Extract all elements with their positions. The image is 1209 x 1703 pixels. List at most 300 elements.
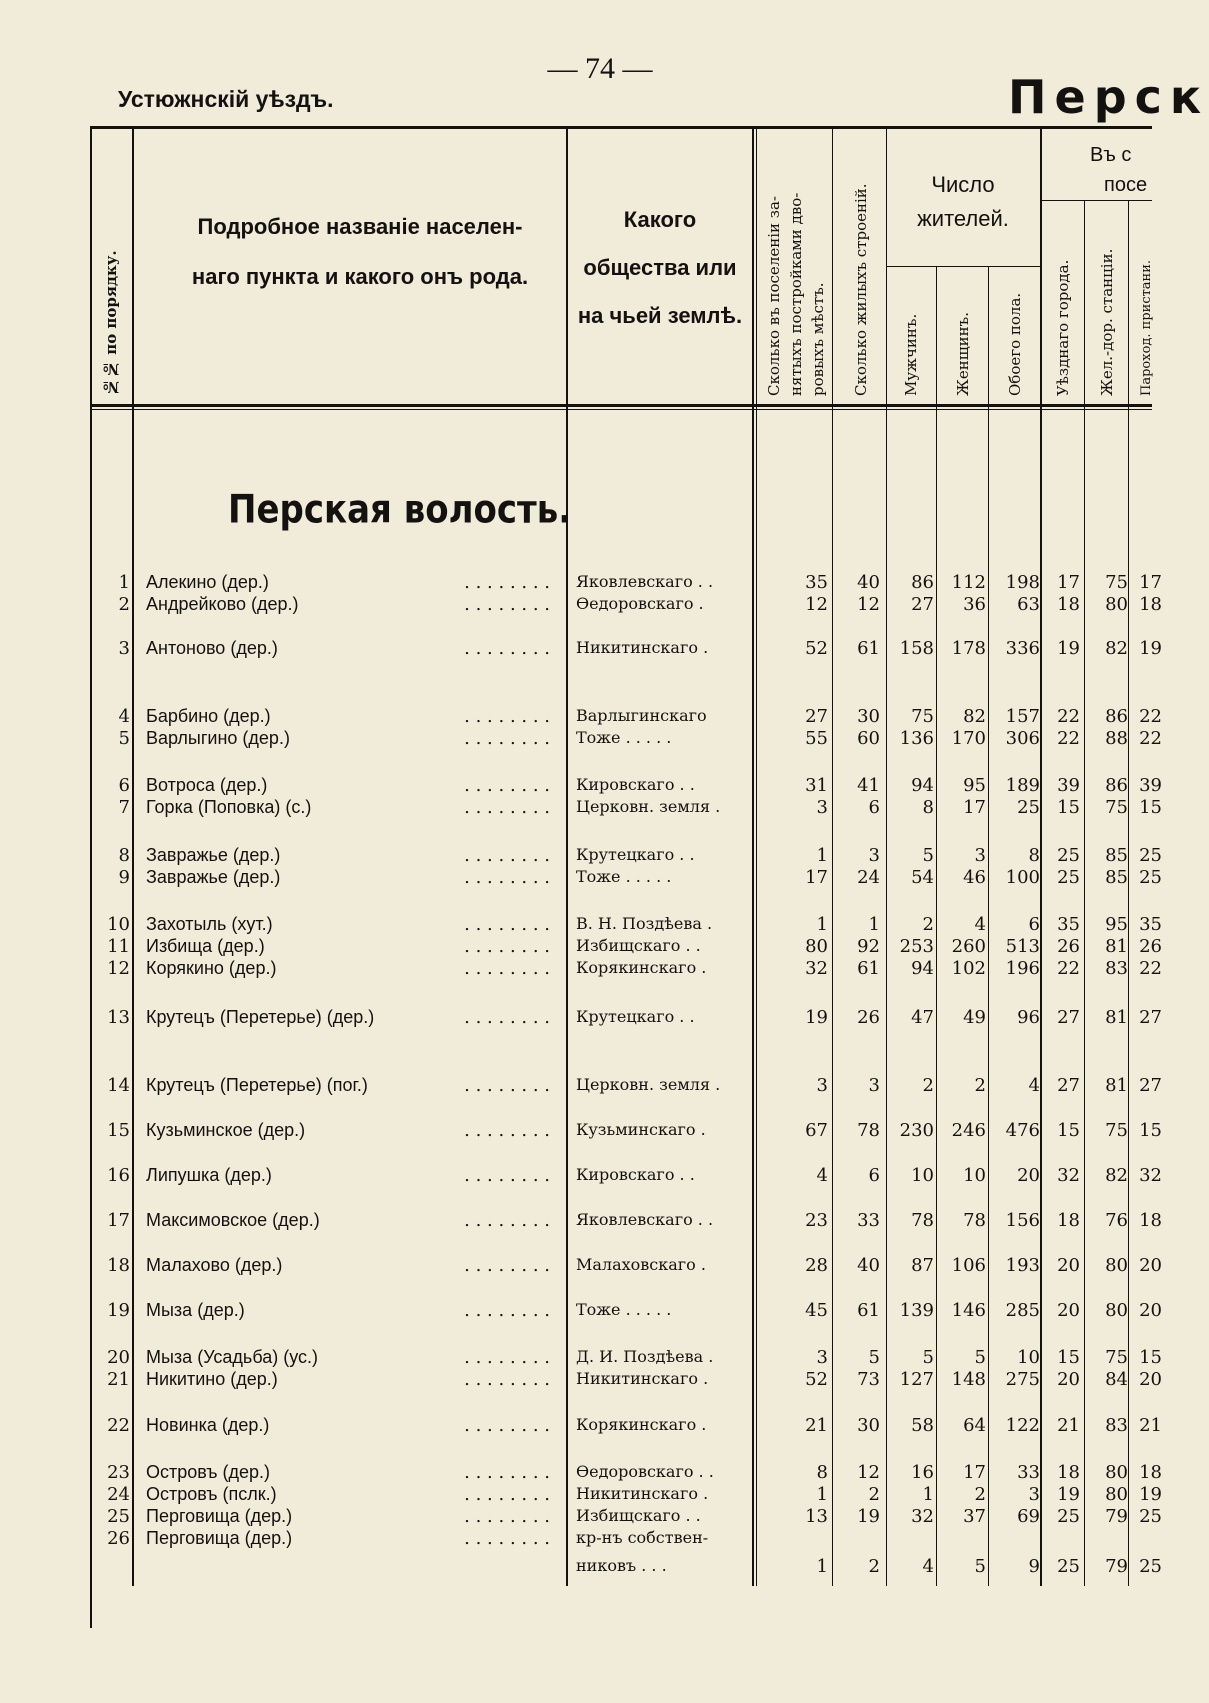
settlement-name: Перговища (дер.) — [146, 1506, 293, 1526]
value-cell: 178 — [951, 638, 986, 659]
table-row — [0, 1300, 1162, 1324]
value-cell: 10 — [1017, 1347, 1040, 1368]
header-no: №№ по порядку. — [102, 250, 120, 396]
value-cell: 61 — [857, 1300, 880, 1321]
owner-society: Никитинскаго . — [576, 1369, 709, 1388]
leader-dots: . . . . . . . . — [464, 572, 550, 593]
value-cell: 2 — [868, 1556, 880, 1577]
value-cell: 17 — [1139, 572, 1162, 593]
row-number: 18 — [107, 1255, 130, 1276]
leader-dots: . . . . . . . . — [464, 1165, 550, 1186]
value-cell: 2 — [974, 1484, 986, 1505]
value-cell: 30 — [857, 706, 880, 727]
value-cell: 1 — [816, 1484, 828, 1505]
leader-dots: . . . . . . . . — [464, 797, 550, 818]
table-row — [0, 1165, 1162, 1189]
row-number: 3 — [118, 638, 130, 659]
settlement-name: Избища (дер.) — [146, 936, 265, 956]
value-cell: 52 — [805, 1369, 828, 1390]
value-cell: 27 — [805, 706, 828, 727]
header-population-line-2: жителей. — [917, 206, 1009, 231]
leader-dots: . . . . . . . . — [464, 1075, 550, 1096]
header-owner — [570, 196, 750, 340]
value-cell: 25 — [1139, 867, 1162, 888]
table-row — [0, 1075, 1162, 1099]
settlement-name: Кузьминское (дер.) — [146, 1120, 306, 1140]
value-cell: 85 — [1105, 867, 1128, 888]
value-cell: 80 — [1105, 1462, 1128, 1483]
value-cell: 4 — [816, 1165, 828, 1186]
value-cell: 6 — [868, 1165, 880, 1186]
value-cell: 80 — [1105, 1255, 1128, 1276]
value-cell: 19 — [1139, 638, 1162, 659]
row-number: 13 — [107, 1007, 130, 1028]
value-cell: 35 — [1057, 914, 1080, 935]
value-cell: 20 — [1057, 1300, 1080, 1321]
value-cell: 94 — [911, 775, 934, 796]
value-cell: 9 — [1028, 1556, 1040, 1577]
row-number: 12 — [107, 958, 130, 979]
value-cell: 83 — [1105, 958, 1128, 979]
settlement-name: Вотроса (дер.) — [146, 775, 268, 795]
header-owner-line-2: общества или — [583, 255, 737, 280]
header-households-line-1: Сколько въ поселеніи за- — [765, 196, 783, 396]
value-cell: 20 — [1139, 1255, 1162, 1276]
table-row — [0, 1007, 1162, 1031]
value-cell: 476 — [1005, 1120, 1040, 1141]
value-cell: 18 — [1139, 1462, 1162, 1483]
header-name-line-1: Подробное названіе населен- — [197, 214, 523, 239]
value-cell: 36 — [963, 594, 986, 615]
owner-society: Д. И. Поздѣева . — [576, 1347, 714, 1366]
table-row — [0, 1528, 1150, 1552]
dist-sub-rule — [1040, 200, 1152, 201]
value-cell: 45 — [805, 1300, 828, 1321]
value-cell: 32 — [911, 1506, 934, 1527]
value-cell: 21 — [805, 1415, 828, 1436]
leader-dots: . . . . . . . . — [464, 1007, 550, 1028]
value-cell: 1 — [816, 1556, 828, 1577]
owner-society: Кировскаго . . — [576, 1165, 695, 1184]
row-number: 17 — [107, 1210, 130, 1231]
value-cell: 25 — [1057, 867, 1080, 888]
value-cell: 3 — [816, 1347, 828, 1368]
value-cell: 8 — [922, 797, 934, 818]
value-cell: 3 — [868, 1075, 880, 1096]
value-cell: 24 — [857, 867, 880, 888]
value-cell: 80 — [805, 936, 828, 957]
value-cell: 80 — [1105, 1484, 1128, 1505]
value-cell: 6 — [868, 797, 880, 818]
value-cell: 81 — [1105, 1007, 1128, 1028]
value-cell: 8 — [816, 1462, 828, 1483]
value-cell: 95 — [963, 775, 986, 796]
value-cell: 15 — [1057, 1347, 1080, 1368]
value-cell: 25 — [1057, 1506, 1080, 1527]
value-cell: 28 — [805, 1255, 828, 1276]
value-cell: 40 — [857, 572, 880, 593]
value-cell: 285 — [1005, 1300, 1040, 1321]
value-cell: 16 — [911, 1462, 934, 1483]
table-row — [0, 1347, 1162, 1371]
table-row — [0, 1415, 1162, 1439]
owner-society: Тоже . . . . . — [576, 1300, 672, 1319]
value-cell: 32 — [805, 958, 828, 979]
value-cell: 20 — [1017, 1165, 1040, 1186]
value-cell: 67 — [805, 1120, 828, 1141]
value-cell: 15 — [1139, 1120, 1162, 1141]
header-both: Обоего пола. — [1006, 292, 1024, 396]
value-cell: 78 — [911, 1210, 934, 1231]
value-cell: 82 — [963, 706, 986, 727]
owner-society: Церковн. земля . — [576, 1075, 721, 1094]
value-cell: 260 — [951, 936, 986, 957]
row-number: 20 — [107, 1347, 130, 1368]
value-cell: 75 — [1105, 572, 1128, 593]
value-cell: 157 — [1005, 706, 1040, 727]
value-cell: 4 — [974, 914, 986, 935]
row-number: 4 — [118, 706, 130, 727]
value-cell: 60 — [857, 728, 880, 749]
header-population — [886, 168, 1040, 236]
value-cell: 83 — [1105, 1415, 1128, 1436]
value-cell: 3 — [868, 845, 880, 866]
owner-society: Ѳедоровскаго . . — [576, 1462, 714, 1481]
row-number: 2 — [118, 594, 130, 615]
row-number: 19 — [107, 1300, 130, 1321]
settlement-name: Новинка (дер.) — [146, 1415, 270, 1435]
value-cell: 19 — [805, 1007, 828, 1028]
value-cell: 75 — [911, 706, 934, 727]
owner-society: Кировскаго . . — [576, 775, 695, 794]
table-row — [0, 1255, 1162, 1279]
leader-dots: . . . . . . . . — [464, 728, 550, 749]
settlement-name: Крутецъ (Перетерье) (пог.) — [146, 1075, 368, 1095]
owner-society: В. Н. Поздѣева . — [576, 914, 713, 933]
value-cell: 86 — [1105, 775, 1128, 796]
table-row — [0, 797, 1162, 821]
value-cell: 127 — [899, 1369, 934, 1390]
value-cell: 41 — [857, 775, 880, 796]
value-cell: 73 — [857, 1369, 880, 1390]
table-row — [0, 845, 1162, 869]
table-row — [0, 958, 1162, 982]
owner-society: Яковлевскаго . . — [576, 1210, 714, 1229]
value-cell: 94 — [911, 958, 934, 979]
settlement-name: Малахово (дер.) — [146, 1255, 283, 1275]
value-cell: 336 — [1005, 638, 1040, 659]
owner-society: Кузьминскаго . — [576, 1120, 706, 1139]
settlement-name: Завражье (дер.) — [146, 867, 281, 887]
value-cell: 18 — [1057, 1210, 1080, 1231]
owner-society: Избищскаго . . — [576, 1506, 701, 1525]
value-cell: 17 — [963, 1462, 986, 1483]
leader-dots: . . . . . . . . — [464, 1210, 550, 1231]
value-cell: 18 — [1139, 1210, 1162, 1231]
header-owner-line-3: на чьей землѣ. — [577, 303, 743, 328]
table-row — [0, 1506, 1162, 1530]
owner-society: Яковлевскаго . . — [576, 572, 714, 591]
header-distance-line-1: Въ с — [1090, 144, 1132, 166]
value-cell: 52 — [805, 638, 828, 659]
settlement-name: Липушка (дер.) — [146, 1165, 272, 1185]
value-cell: 22 — [1139, 728, 1162, 749]
value-cell: 37 — [963, 1506, 986, 1527]
settlement-name: Островъ (дер.) — [146, 1462, 270, 1482]
owner-society: Корякинскаго . — [576, 1415, 707, 1434]
settlement-name: Захотыль (хут.) — [146, 914, 273, 934]
value-cell: 35 — [805, 572, 828, 593]
value-cell: 25 — [1057, 1556, 1080, 1577]
settlement-name: Островъ (пслк.) — [146, 1484, 277, 1504]
value-cell: 39 — [1139, 775, 1162, 796]
value-cell: 1 — [922, 1484, 934, 1505]
owner-society: Тоже . . . . . — [576, 867, 672, 886]
value-cell: 63 — [1017, 594, 1040, 615]
header-male: Мужчинъ. — [902, 313, 920, 396]
value-cell: 69 — [1017, 1506, 1040, 1527]
value-cell: 5 — [922, 845, 934, 866]
value-cell: 86 — [1105, 706, 1128, 727]
value-cell: 15 — [1057, 797, 1080, 818]
table-row — [0, 728, 1162, 752]
value-cell: 22 — [1057, 958, 1080, 979]
value-cell: 102 — [951, 958, 986, 979]
value-cell: 82 — [1105, 1165, 1128, 1186]
owner-society: кр-нъ собствен- — [576, 1528, 709, 1547]
owner-society: Избищскаго . . — [576, 936, 701, 955]
leader-dots: . . . . . . . . — [464, 1415, 550, 1436]
value-cell: 88 — [1105, 728, 1128, 749]
value-cell: 275 — [1005, 1369, 1040, 1390]
value-cell: 78 — [857, 1120, 880, 1141]
value-cell: 76 — [1105, 1210, 1128, 1231]
settlement-name: Крутецъ (Перетерье) (дер.) — [146, 1007, 375, 1027]
value-cell: 148 — [951, 1369, 986, 1390]
value-cell: 21 — [1057, 1415, 1080, 1436]
value-cell: 2 — [922, 914, 934, 935]
value-cell: 12 — [857, 1462, 880, 1483]
value-cell: 27 — [1057, 1007, 1080, 1028]
header-households-line-3: ровыхъ мѣстъ. — [809, 282, 827, 396]
leader-dots: . . . . . . . . — [464, 958, 550, 979]
leader-dots: . . . . . . . . — [464, 845, 550, 866]
owner-society: Малаховскаго . — [576, 1255, 706, 1274]
pop-sub-rule — [886, 266, 1040, 267]
leader-dots: . . . . . . . . — [464, 1300, 550, 1321]
table-row — [0, 1484, 1162, 1508]
value-cell: 12 — [857, 594, 880, 615]
settlement-name: Никитино (дер.) — [146, 1369, 278, 1389]
leader-dots: . . . . . . . . — [464, 1462, 550, 1483]
leader-dots: . . . . . . . . — [464, 638, 550, 659]
leader-dots: . . . . . . . . — [464, 706, 550, 727]
owner-society: Никитинскаго . — [576, 1484, 709, 1503]
settlement-name: Антоново (дер.) — [146, 638, 278, 658]
table-row — [0, 775, 1162, 799]
row-number: 15 — [107, 1120, 130, 1141]
value-cell: 25 — [1017, 797, 1040, 818]
value-cell: 95 — [1105, 914, 1128, 935]
value-cell: 3 — [816, 797, 828, 818]
header-female: Женщинъ. — [954, 312, 972, 396]
value-cell: 19 — [1139, 1484, 1162, 1505]
value-cell: 15 — [1057, 1120, 1080, 1141]
section-title: Перская волость. — [228, 487, 572, 533]
row-number: 1 — [118, 572, 130, 593]
header-town: Уѣзднаго города. — [1054, 259, 1072, 396]
table-row — [0, 1369, 1162, 1393]
value-cell: 13 — [805, 1506, 828, 1527]
header-name — [160, 202, 560, 302]
settlement-name: Корякино (дер.) — [146, 958, 277, 978]
value-cell: 17 — [1057, 572, 1080, 593]
value-cell: 32 — [1139, 1165, 1162, 1186]
value-cell: 100 — [1005, 867, 1040, 888]
value-cell: 189 — [1005, 775, 1040, 796]
value-cell: 136 — [899, 728, 934, 749]
value-cell: 3 — [1028, 1484, 1040, 1505]
table-row — [0, 572, 1162, 596]
header-owner-line-1: Какого — [623, 207, 697, 232]
leader-dots: . . . . . . . . — [464, 1120, 550, 1141]
value-cell: 170 — [951, 728, 986, 749]
value-cell: 33 — [857, 1210, 880, 1231]
row-number: 9 — [118, 867, 130, 888]
value-cell: 17 — [805, 867, 828, 888]
value-cell: 15 — [1139, 797, 1162, 818]
value-cell: 35 — [1139, 914, 1162, 935]
table-row — [0, 1462, 1162, 1486]
value-cell: 1 — [816, 914, 828, 935]
value-cell: 230 — [899, 1120, 934, 1141]
value-cell: 18 — [1057, 1462, 1080, 1483]
value-cell: 82 — [1105, 638, 1128, 659]
value-cell: 80 — [1105, 594, 1128, 615]
value-cell: 22 — [1139, 958, 1162, 979]
row-number: 8 — [118, 845, 130, 866]
table-row — [0, 1556, 1162, 1580]
header-buildings: Сколько жилыхъ строеній. — [852, 183, 870, 396]
row-number: 23 — [107, 1462, 130, 1483]
row-number: 6 — [118, 775, 130, 796]
table-row — [0, 706, 1162, 730]
value-cell: 20 — [1057, 1369, 1080, 1390]
value-cell: 18 — [1057, 594, 1080, 615]
value-cell: 156 — [1005, 1210, 1040, 1231]
row-number: 10 — [107, 914, 130, 935]
header-population-line-1: Число — [931, 172, 995, 197]
value-cell: 75 — [1105, 1347, 1128, 1368]
value-cell: 25 — [1139, 1556, 1162, 1577]
value-cell: 80 — [1105, 1300, 1128, 1321]
value-cell: 75 — [1105, 797, 1128, 818]
value-cell: 4 — [922, 1556, 934, 1577]
value-cell: 112 — [951, 572, 986, 593]
settlement-name: Андрейково (дер.) — [146, 594, 299, 614]
value-cell: 196 — [1005, 958, 1040, 979]
header-households — [760, 140, 832, 396]
value-cell: 2 — [922, 1075, 934, 1096]
value-cell: 19 — [1057, 638, 1080, 659]
value-cell: 15 — [1139, 1347, 1162, 1368]
value-cell: 26 — [857, 1007, 880, 1028]
leader-dots: . . . . . . . . — [464, 1369, 550, 1390]
value-cell: 106 — [951, 1255, 986, 1276]
value-cell: 25 — [1057, 845, 1080, 866]
settlement-name: Мыза (Усадьба) (ус.) — [146, 1347, 319, 1367]
leader-dots: . . . . . . . . — [464, 775, 550, 796]
leader-dots: . . . . . . . . — [464, 1347, 550, 1368]
value-cell: 19 — [1057, 1484, 1080, 1505]
owner-society: Варлыгинскаго — [576, 706, 707, 725]
header-distance — [1060, 140, 1160, 200]
row-number: 24 — [107, 1484, 130, 1505]
row-number: 25 — [107, 1506, 130, 1527]
value-cell: 146 — [951, 1300, 986, 1321]
value-cell: 87 — [911, 1255, 934, 1276]
settlement-name: Максимовское (дер.) — [146, 1210, 320, 1230]
row-number: 16 — [107, 1165, 130, 1186]
value-cell: 20 — [1139, 1300, 1162, 1321]
leader-dots: . . . . . . . . — [464, 914, 550, 935]
row-number: 26 — [107, 1528, 130, 1549]
row-number: 5 — [118, 728, 130, 749]
header-rule-2 — [92, 409, 1152, 410]
value-cell: 39 — [1057, 775, 1080, 796]
value-cell: 5 — [922, 1347, 934, 1368]
settlement-name: Мыза (дер.) — [146, 1300, 245, 1320]
value-cell: 32 — [1057, 1165, 1080, 1186]
value-cell: 513 — [1005, 936, 1040, 957]
settlement-name: Барбино (дер.) — [146, 706, 271, 726]
header-rule — [92, 404, 1152, 407]
owner-society: Тоже . . . . . — [576, 728, 672, 747]
value-cell: 246 — [951, 1120, 986, 1141]
value-cell: 81 — [1105, 936, 1128, 957]
header-pier: Пароход. пристани. — [1139, 260, 1154, 396]
value-cell: 6 — [1028, 914, 1040, 935]
page-number: — 74 — — [547, 52, 653, 85]
leader-dots: . . . . . . . . — [464, 1255, 550, 1276]
value-cell: 78 — [963, 1210, 986, 1231]
value-cell: 22 — [1057, 706, 1080, 727]
settlement-name: Варлыгино (дер.) — [146, 728, 290, 748]
value-cell: 25 — [1139, 845, 1162, 866]
value-cell: 25 — [1139, 1506, 1162, 1527]
leader-dots: . . . . . . . . — [464, 1484, 550, 1505]
value-cell: 4 — [1028, 1075, 1040, 1096]
value-cell: 84 — [1105, 1369, 1128, 1390]
value-cell: 31 — [805, 775, 828, 796]
value-cell: 30 — [857, 1415, 880, 1436]
value-cell: 46 — [963, 867, 986, 888]
value-cell: 47 — [911, 1007, 934, 1028]
value-cell: 2 — [868, 1484, 880, 1505]
table-row — [0, 914, 1162, 938]
value-cell: 33 — [1017, 1462, 1040, 1483]
settlement-name: Алекино (дер.) — [146, 572, 269, 592]
value-cell: 26 — [1057, 936, 1080, 957]
value-cell: 10 — [963, 1165, 986, 1186]
value-cell: 1 — [816, 845, 828, 866]
owner-society: Корякинскаго . — [576, 958, 707, 977]
value-cell: 27 — [1057, 1075, 1080, 1096]
owner-society: Ѳедоровскаго . — [576, 594, 704, 613]
value-cell: 198 — [1005, 572, 1040, 593]
value-cell: 12 — [805, 594, 828, 615]
value-cell: 158 — [899, 638, 934, 659]
